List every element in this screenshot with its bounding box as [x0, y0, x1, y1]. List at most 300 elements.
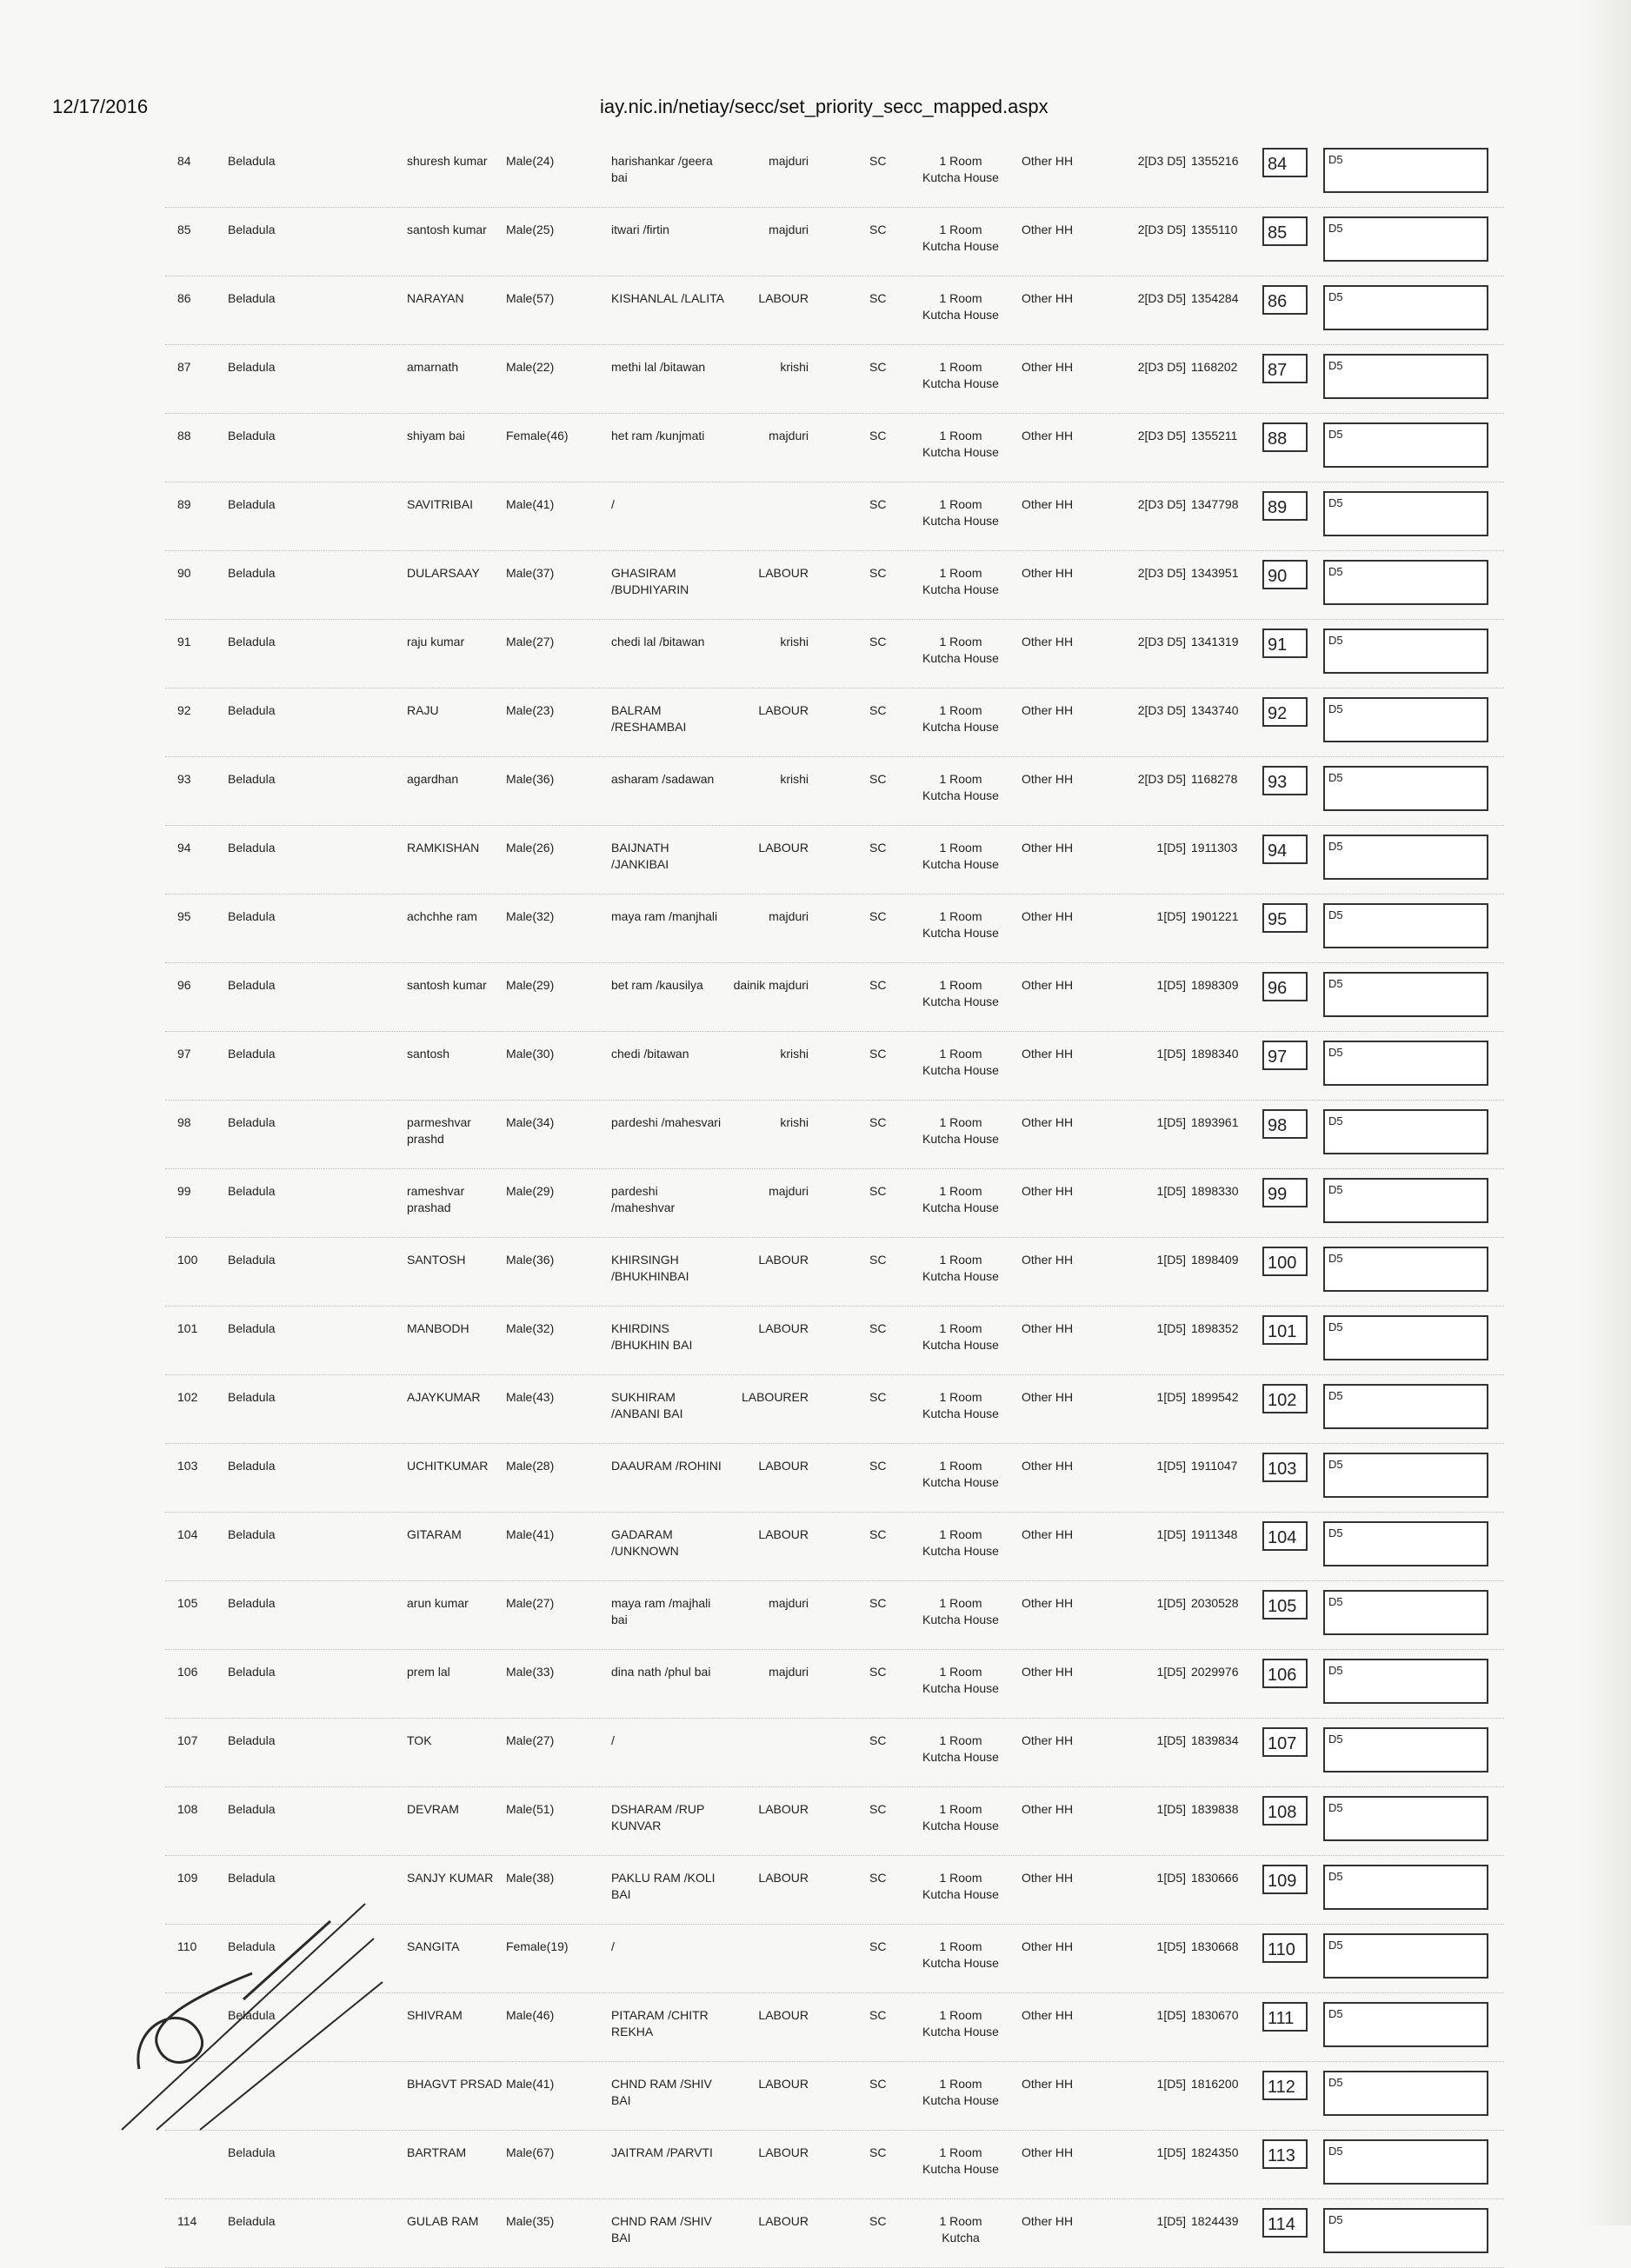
- household-type: Other HH: [1022, 1321, 1074, 1335]
- gender-age: Male(28): [506, 1459, 555, 1473]
- remark-textarea[interactable]: D5: [1323, 697, 1488, 742]
- household-type: Other HH: [1022, 1390, 1074, 1404]
- deprivation-score: 2[D3 D5]: [1137, 223, 1186, 236]
- household-type: Other HH: [1022, 360, 1074, 374]
- gender-age: Male(24): [506, 154, 555, 168]
- household-type: Other HH: [1022, 1665, 1074, 1679]
- remark-textarea[interactable]: D5: [1323, 148, 1488, 193]
- priority-input[interactable]: 96: [1262, 972, 1308, 1001]
- deprivation-score: 1[D5]: [1156, 1871, 1186, 1885]
- table-row: [165, 1238, 1504, 1307]
- household-type: Other HH: [1022, 2008, 1074, 2022]
- remark-textarea[interactable]: D5: [1323, 1041, 1488, 1086]
- social-category: SC: [869, 1047, 887, 1061]
- priority-input[interactable]: 95: [1262, 903, 1308, 933]
- house-type: 1 Room Kutcha House: [922, 1733, 999, 1764]
- priority-input[interactable]: 102: [1262, 1384, 1308, 1413]
- household-type: Other HH: [1022, 2145, 1074, 2159]
- house-type: 1 Room Kutcha House: [922, 1596, 999, 1626]
- priority-input[interactable]: 86: [1262, 285, 1308, 315]
- remark-textarea[interactable]: D5: [1323, 1727, 1488, 1772]
- deprivation-score: 1[D5]: [1156, 1665, 1186, 1679]
- priority-input[interactable]: 94: [1262, 835, 1308, 864]
- occupation: dainik majduri: [733, 978, 809, 992]
- house-type: 1 Room Kutcha House: [922, 1184, 999, 1214]
- parent-names: GHASIRAM /BUDHIYARIN: [611, 566, 689, 596]
- remark-textarea[interactable]: D5: [1323, 1590, 1488, 1635]
- serial-number: 95: [177, 909, 191, 923]
- house-type: 1 Room Kutcha House: [922, 1802, 999, 1832]
- secc-id: 1911047: [1191, 1459, 1238, 1473]
- remark-textarea[interactable]: D5: [1323, 422, 1488, 468]
- table-row: [165, 1650, 1504, 1719]
- remark-textarea[interactable]: D5: [1323, 1933, 1488, 1979]
- beneficiary-name: BARTRAM: [407, 2145, 467, 2159]
- social-category: SC: [869, 360, 887, 374]
- print-date: 12/17/2016: [52, 96, 149, 117]
- parent-names: BAIJNATH /JANKIBAI: [611, 841, 669, 871]
- occupation: LABOUR: [758, 1527, 809, 1541]
- beneficiary-name: amarnath: [407, 360, 459, 374]
- occupation: LABOUR: [758, 566, 809, 580]
- serial-number: 96: [177, 978, 191, 992]
- parent-names: SUKHIRAM /ANBANI BAI: [611, 1390, 683, 1420]
- serial-number: 86: [177, 291, 191, 305]
- remark-textarea[interactable]: D5: [1323, 491, 1488, 536]
- serial-number: 84: [177, 154, 191, 168]
- social-category: SC: [869, 1733, 887, 1747]
- gender-age: Male(33): [506, 1665, 555, 1679]
- gender-age: Male(34): [506, 1115, 555, 1129]
- occupation: majduri: [769, 1596, 809, 1610]
- household-type: Other HH: [1022, 1939, 1074, 1953]
- secc-id: 1898340: [1191, 1047, 1239, 1061]
- parent-names: PITARAM /CHITR REKHA: [611, 2008, 709, 2039]
- serial-number: 110: [177, 1939, 197, 1953]
- social-category: SC: [869, 2077, 887, 2091]
- table-row: [165, 1032, 1504, 1101]
- village-name: Beladula: [228, 1459, 276, 1473]
- serial-number: 101: [177, 1321, 198, 1335]
- remark-textarea[interactable]: D5: [1323, 216, 1488, 262]
- house-type: 1 Room Kutcha House: [922, 909, 999, 940]
- priority-input[interactable]: 85: [1262, 216, 1308, 246]
- parent-names: bet ram /kausilya: [611, 978, 703, 992]
- occupation: majduri: [769, 1184, 809, 1198]
- village-name: Beladula: [228, 1871, 276, 1885]
- remark-textarea[interactable]: D5: [1323, 2139, 1488, 2185]
- serial-number: 107: [177, 1733, 198, 1747]
- occupation: LABOUR: [758, 2077, 809, 2091]
- beneficiary-name: shiyam bai: [407, 429, 465, 442]
- village-name: Beladula: [228, 1733, 276, 1747]
- house-type: 1 Room Kutcha House: [922, 497, 999, 528]
- parent-names: asharam /sadawan: [611, 772, 715, 786]
- remark-textarea[interactable]: D5: [1323, 629, 1488, 674]
- occupation: LABOUR: [758, 1871, 809, 1885]
- beneficiary-name: shuresh kumar: [407, 154, 488, 168]
- parent-names: CHND RAM /SHIV BAI: [611, 2077, 712, 2107]
- occupation: LABOUR: [758, 2008, 809, 2022]
- gender-age: Male(27): [506, 1733, 555, 1747]
- deprivation-score: 1[D5]: [1156, 1527, 1186, 1541]
- priority-input[interactable]: 90: [1262, 560, 1308, 589]
- gender-age: Male(32): [506, 909, 555, 923]
- household-type: Other HH: [1022, 1047, 1074, 1061]
- household-type: Other HH: [1022, 1253, 1074, 1267]
- remark-textarea[interactable]: D5: [1323, 835, 1488, 880]
- beneficiary-name: AJAYKUMAR: [407, 1390, 481, 1404]
- house-type: 1 Room Kutcha House: [922, 1390, 999, 1420]
- priority-input[interactable]: 88: [1262, 422, 1308, 452]
- social-category: SC: [869, 223, 887, 236]
- remark-textarea[interactable]: D5: [1323, 1247, 1488, 1292]
- remark-textarea[interactable]: D5: [1323, 2071, 1488, 2116]
- household-type: Other HH: [1022, 429, 1074, 442]
- remark-textarea[interactable]: D5: [1323, 1384, 1488, 1429]
- secc-id: 1343951: [1191, 566, 1239, 580]
- house-type: 1 Room Kutcha House: [922, 1871, 999, 1901]
- village-name: Beladula: [228, 1184, 276, 1198]
- village-name: Beladula: [228, 2008, 276, 2022]
- household-type: Other HH: [1022, 1184, 1074, 1198]
- secc-id: 1839834: [1191, 1733, 1239, 1747]
- parent-names: JAITRAM /PARVTI: [611, 2145, 713, 2159]
- remark-textarea[interactable]: D5: [1323, 1865, 1488, 1910]
- parent-names: het ram /kunjmati: [611, 429, 705, 442]
- secc-id: 1341319: [1191, 635, 1239, 648]
- priority-input[interactable]: 105: [1262, 1590, 1308, 1620]
- social-category: SC: [869, 1115, 887, 1129]
- occupation: majduri: [769, 223, 809, 236]
- priority-input[interactable]: 110: [1262, 1933, 1308, 1963]
- deprivation-score: 1[D5]: [1156, 1115, 1186, 1129]
- beneficiary-name: SHIVRAM: [407, 2008, 463, 2022]
- social-category: SC: [869, 1939, 887, 1953]
- secc-id: 1893961: [1191, 1115, 1239, 1129]
- remark-textarea[interactable]: D5: [1323, 1109, 1488, 1154]
- parent-names: KISHANLAL /LALITA: [611, 291, 724, 305]
- household-type: Other HH: [1022, 1802, 1074, 1816]
- occupation: LABOUR: [758, 1321, 809, 1335]
- secc-id: 1824350: [1191, 2145, 1239, 2159]
- occupation: krishi: [780, 360, 809, 374]
- remark-textarea[interactable]: D5: [1323, 1521, 1488, 1566]
- priority-input[interactable]: 101: [1262, 1315, 1308, 1345]
- social-category: SC: [869, 2008, 887, 2022]
- serial-number: 108: [177, 1802, 198, 1816]
- secc-id: 1830670: [1191, 2008, 1239, 2022]
- household-type: Other HH: [1022, 909, 1074, 923]
- remark-textarea[interactable]: D5: [1323, 2002, 1488, 2047]
- household-type: Other HH: [1022, 223, 1074, 236]
- deprivation-score: 1[D5]: [1156, 1321, 1186, 1335]
- deprivation-score: 1[D5]: [1156, 841, 1186, 855]
- household-type: Other HH: [1022, 497, 1074, 511]
- deprivation-score: 2[D3 D5]: [1137, 772, 1186, 786]
- house-type: 1 Room Kutcha House: [922, 1253, 999, 1283]
- house-type: 1 Room Kutcha House: [922, 223, 999, 253]
- gender-age: Male(22): [506, 360, 555, 374]
- deprivation-score: 2[D3 D5]: [1137, 291, 1186, 305]
- remark-textarea[interactable]: D5: [1323, 1659, 1488, 1704]
- occupation: majduri: [769, 909, 809, 923]
- household-type: Other HH: [1022, 635, 1074, 648]
- gender-age: Male(36): [506, 772, 555, 786]
- priority-input[interactable]: 84: [1262, 148, 1308, 177]
- secc-id: 1839838: [1191, 1802, 1239, 1816]
- gender-age: Female(19): [506, 1939, 569, 1953]
- remark-textarea[interactable]: D5: [1323, 1453, 1488, 1498]
- household-type: Other HH: [1022, 2214, 1074, 2228]
- gender-age: Male(41): [506, 497, 555, 511]
- village-name: Beladula: [228, 978, 276, 992]
- house-type: 1 Room Kutcha House: [922, 2145, 999, 2176]
- social-category: SC: [869, 1596, 887, 1610]
- house-type: 1 Room Kutcha House: [922, 703, 999, 734]
- secc-id: 1898309: [1191, 978, 1239, 992]
- occupation: LABOUR: [758, 291, 809, 305]
- priority-input[interactable]: 92: [1262, 697, 1308, 727]
- parent-names: /: [611, 1733, 615, 1747]
- beneficiary-name: SANJY KUMAR: [407, 1871, 494, 1885]
- parent-names: chedi /bitawan: [611, 1047, 689, 1061]
- household-type: Other HH: [1022, 1871, 1074, 1885]
- household-type: Other HH: [1022, 1733, 1074, 1747]
- serial-number: 99: [177, 1184, 191, 1198]
- beneficiary-name: SANTOSH: [407, 1253, 466, 1267]
- village-name: Beladula: [228, 429, 276, 442]
- secc-id: 1830668: [1191, 1939, 1239, 1953]
- deprivation-score: 1[D5]: [1156, 1047, 1186, 1061]
- house-type: 1 Room Kutcha House: [922, 291, 999, 322]
- table-row: [165, 2131, 1504, 2199]
- deprivation-score: 1[D5]: [1156, 2214, 1186, 2228]
- deprivation-score: 2[D3 D5]: [1137, 635, 1186, 648]
- house-type: 1 Room Kutcha House: [922, 635, 999, 665]
- gender-age: Male(29): [506, 978, 555, 992]
- house-type: 1 Room Kutcha House: [922, 2008, 999, 2039]
- page-edge: [1579, 0, 1631, 2225]
- table-row: [165, 963, 1504, 1032]
- village-name: Beladula: [228, 1939, 276, 1953]
- village-name: Beladula: [228, 497, 276, 511]
- priority-input[interactable]: 111: [1262, 2002, 1308, 2032]
- village-name: Beladula: [228, 1527, 276, 1541]
- remark-textarea[interactable]: D5: [1323, 766, 1488, 811]
- social-category: SC: [869, 1390, 887, 1404]
- serial-number: 114: [177, 2214, 197, 2228]
- deprivation-score: 1[D5]: [1156, 909, 1186, 923]
- social-category: SC: [869, 1459, 887, 1473]
- secc-id: 1824439: [1191, 2214, 1239, 2228]
- secc-id: 1911303: [1191, 841, 1238, 855]
- priority-input[interactable]: 100: [1262, 1247, 1308, 1276]
- occupation: LABOUR: [758, 1802, 809, 1816]
- house-type: 1 Room Kutcha: [939, 2214, 982, 2245]
- priority-input[interactable]: 112: [1262, 2071, 1308, 2100]
- deprivation-score: 1[D5]: [1156, 1733, 1186, 1747]
- secc-id: 1355216: [1191, 154, 1239, 168]
- parent-names: CHND RAM /SHIV BAI: [611, 2214, 712, 2245]
- deprivation-score: 2[D3 D5]: [1137, 429, 1186, 442]
- social-category: SC: [869, 909, 887, 923]
- table-row: [165, 139, 1504, 208]
- household-type: Other HH: [1022, 703, 1074, 717]
- secc-id: 1343740: [1191, 703, 1239, 717]
- remark-textarea[interactable]: D5: [1323, 972, 1488, 1017]
- remark-textarea[interactable]: D5: [1323, 560, 1488, 605]
- beneficiary-name: rameshvar prashad: [407, 1184, 465, 1214]
- occupation: LABOURER: [741, 1390, 809, 1404]
- serial-number: 93: [177, 772, 191, 786]
- remark-textarea[interactable]: D5: [1323, 285, 1488, 330]
- remark-textarea[interactable]: D5: [1323, 354, 1488, 399]
- parent-names: BALRAM /RESHAMBAI: [611, 703, 687, 734]
- parent-names: GADARAM /UNKNOWN: [611, 1527, 679, 1558]
- beneficiary-name: DEVRAM: [407, 1802, 459, 1816]
- household-type: Other HH: [1022, 566, 1074, 580]
- serial-number: 106: [177, 1665, 198, 1679]
- gender-age: Female(46): [506, 429, 569, 442]
- social-category: SC: [869, 2214, 887, 2228]
- priority-input[interactable]: 113: [1262, 2139, 1308, 2169]
- deprivation-score: 2[D3 D5]: [1137, 703, 1186, 717]
- remark-textarea[interactable]: D5: [1323, 2208, 1488, 2253]
- household-type: Other HH: [1022, 1459, 1074, 1473]
- gender-age: Male(23): [506, 703, 555, 717]
- secc-id: 2029976: [1191, 1665, 1239, 1679]
- priority-input[interactable]: 99: [1262, 1178, 1308, 1207]
- village-name: Beladula: [228, 1802, 276, 1816]
- house-type: 1 Room Kutcha House: [922, 2077, 999, 2107]
- parent-names: DSHARAM /RUP KUNVAR: [611, 1802, 705, 1832]
- deprivation-score: 2[D3 D5]: [1137, 154, 1186, 168]
- occupation: LABOUR: [758, 1459, 809, 1473]
- house-type: 1 Room Kutcha House: [922, 1527, 999, 1558]
- gender-age: Male(35): [506, 2214, 555, 2228]
- household-type: Other HH: [1022, 291, 1074, 305]
- village-name: Beladula: [228, 566, 276, 580]
- table-row: [165, 826, 1504, 895]
- table-row: [165, 1444, 1504, 1513]
- remark-textarea[interactable]: D5: [1323, 1178, 1488, 1223]
- village-name: Beladula: [228, 635, 276, 648]
- table-row: [165, 1169, 1504, 1238]
- deprivation-score: 1[D5]: [1156, 2008, 1186, 2022]
- priority-input[interactable]: 104: [1262, 1521, 1308, 1551]
- social-category: SC: [869, 1184, 887, 1198]
- table-row: [165, 1719, 1504, 1787]
- serial-number: 98: [177, 1115, 191, 1129]
- table-row: [165, 895, 1504, 963]
- social-category: SC: [869, 1665, 887, 1679]
- social-category: SC: [869, 1527, 887, 1541]
- gender-age: Male(27): [506, 635, 555, 648]
- priority-input[interactable]: 87: [1262, 354, 1308, 383]
- parent-names: itwari /firtin: [611, 223, 669, 236]
- deprivation-score: 2[D3 D5]: [1137, 360, 1186, 374]
- house-type: 1 Room Kutcha House: [922, 1939, 999, 1970]
- deprivation-score: 2[D3 D5]: [1137, 566, 1186, 580]
- secc-id: 1355110: [1191, 223, 1238, 236]
- secc-id: 1168278: [1191, 772, 1238, 786]
- table-row: [165, 276, 1504, 345]
- secc-id: 1816200: [1191, 2077, 1239, 2091]
- beneficiary-name: agardhan: [407, 772, 459, 786]
- deprivation-score: 1[D5]: [1156, 1939, 1186, 1953]
- occupation: majduri: [769, 429, 809, 442]
- deprivation-score: 1[D5]: [1156, 1184, 1186, 1198]
- priority-input[interactable]: 103: [1262, 1453, 1308, 1482]
- beneficiary-name: MANBODH: [407, 1321, 469, 1335]
- secc-id: 1898352: [1191, 1321, 1239, 1335]
- house-type: 1 Room Kutcha House: [922, 429, 999, 459]
- priority-input[interactable]: 109: [1262, 1865, 1308, 1894]
- social-category: SC: [869, 1253, 887, 1267]
- occupation: LABOUR: [758, 703, 809, 717]
- village-name: Beladula: [228, 1047, 276, 1061]
- serial-number: 94: [177, 841, 191, 855]
- village-name: Beladula: [228, 1321, 276, 1335]
- priority-input[interactable]: 91: [1262, 629, 1308, 658]
- village-name: Beladula: [228, 223, 276, 236]
- remark-textarea[interactable]: D5: [1323, 1796, 1488, 1841]
- deprivation-score: 1[D5]: [1156, 2145, 1186, 2159]
- priority-input[interactable]: 93: [1262, 766, 1308, 795]
- priority-input[interactable]: 108: [1262, 1796, 1308, 1826]
- table-row: [165, 2199, 1504, 2268]
- priority-input[interactable]: 89: [1262, 491, 1308, 521]
- gender-age: Male(57): [506, 291, 555, 305]
- parent-names: /: [611, 497, 615, 511]
- village-name: Beladula: [228, 1596, 276, 1610]
- gender-age: Male(30): [506, 1047, 555, 1061]
- beneficiary-name: RAMKISHAN: [407, 841, 480, 855]
- parent-names: PAKLU RAM /KOLI BAI: [611, 1871, 716, 1901]
- secc-id: 1911348: [1191, 1527, 1238, 1541]
- remark-textarea[interactable]: D5: [1323, 1315, 1488, 1360]
- house-type: 1 Room Kutcha House: [922, 841, 999, 871]
- beneficiary-name: santosh kumar: [407, 223, 487, 236]
- beneficiary-name: santosh kumar: [407, 978, 487, 992]
- official-seal-signature: [104, 1869, 391, 2138]
- household-type: Other HH: [1022, 1527, 1074, 1541]
- village-name: Beladula: [228, 1253, 276, 1267]
- occupation: majduri: [769, 1665, 809, 1679]
- priority-input[interactable]: 98: [1262, 1109, 1308, 1139]
- remark-textarea[interactable]: D5: [1323, 903, 1488, 948]
- beneficiary-name: GITARAM: [407, 1527, 462, 1541]
- table-row: [165, 620, 1504, 688]
- house-type: 1 Room Kutcha House: [922, 978, 999, 1008]
- house-type: 1 Room Kutcha House: [922, 1459, 999, 1489]
- parent-names: maya ram /manjhali: [611, 909, 718, 923]
- priority-input[interactable]: 107: [1262, 1727, 1308, 1757]
- priority-input[interactable]: 97: [1262, 1041, 1308, 1070]
- gender-age: Male(36): [506, 1253, 555, 1267]
- beneficiary-name: TOK: [407, 1733, 432, 1747]
- gender-age: Male(38): [506, 1871, 555, 1885]
- secc-id: 1168202: [1191, 360, 1238, 374]
- priority-input[interactable]: 106: [1262, 1659, 1308, 1688]
- priority-input[interactable]: 114: [1262, 2208, 1308, 2238]
- serial-number: 97: [177, 1047, 191, 1061]
- house-type: 1 Room Kutcha House: [922, 1047, 999, 1077]
- serial-number: 91: [177, 635, 191, 648]
- beneficiary-name: GULAB RAM: [407, 2214, 479, 2228]
- village-name: Beladula: [228, 2214, 276, 2228]
